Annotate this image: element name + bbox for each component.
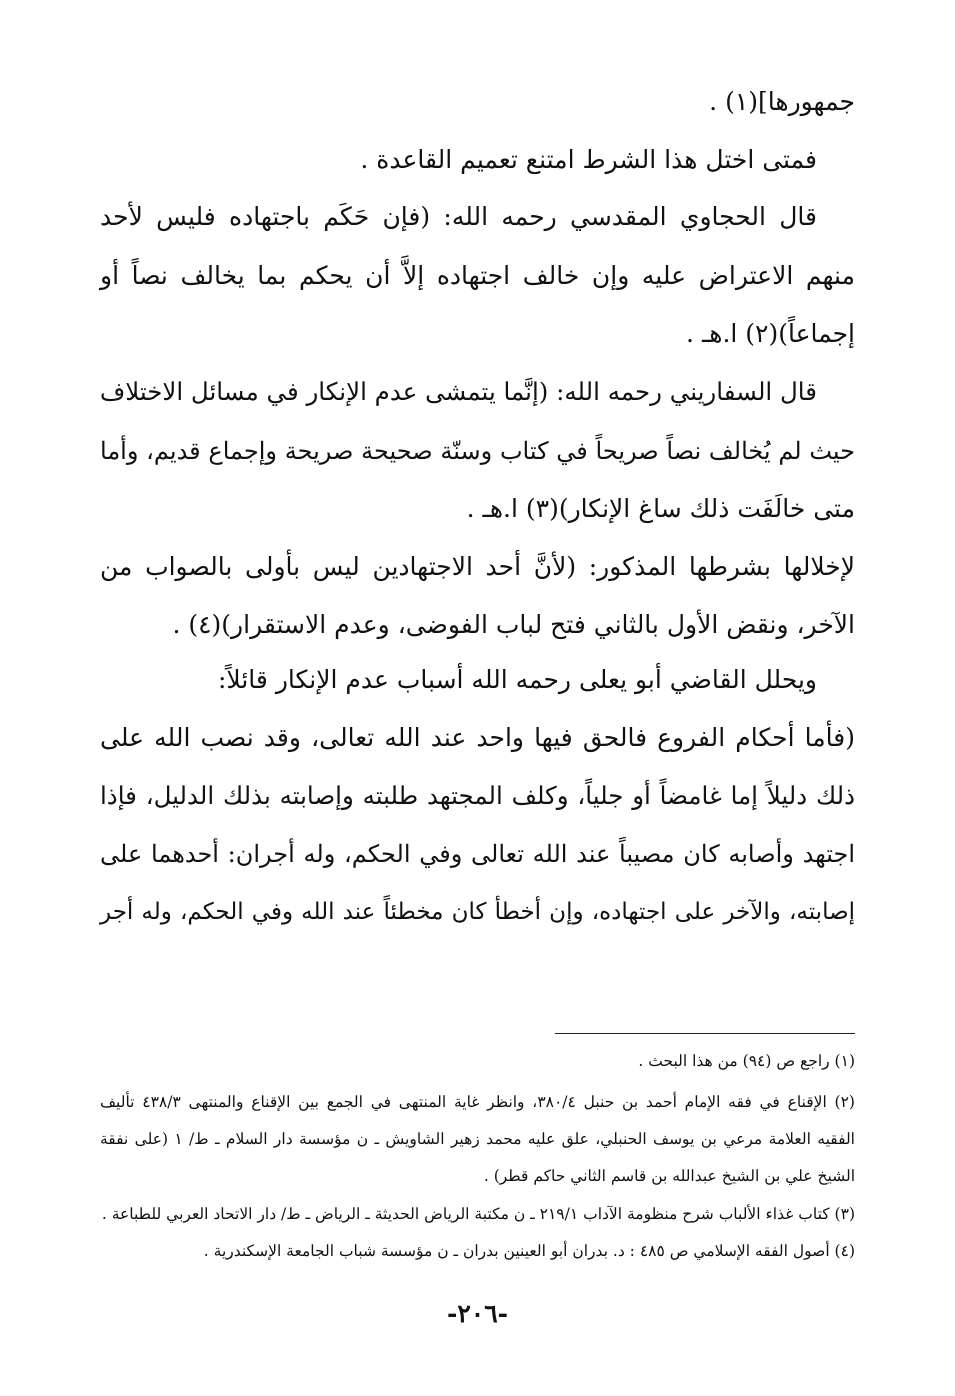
footnote-line: الشيخ علي بن الشيخ عبدالله بن قاسم الثاني حاكم قطر) . <box>483 1167 855 1185</box>
text-line: إجماعاً)(٢) ا.هـ . <box>686 319 855 348</box>
footnote-line: (١) راجع ص (٩٤) من هذا البحث . <box>638 1052 855 1070</box>
text-line: قال السفاريني رحمه الله: (إنَّما يتمشى عدم الإنكار في مسائل الاختلاف <box>99 377 817 406</box>
text-line: متى خالَفَت ذلك ساغ الإنكار)(٣) ا.هـ . <box>466 494 855 523</box>
footnote-separator <box>555 1033 855 1034</box>
footnote-line: (٣) كتاب غذاء الألباب شرح منظومة الآداب ٢١٩/١ ـ ن مكتبة الرياض الحديثة ـ الرياض ـ ط/ دار الاتحاد العربي للطباعة . <box>101 1205 855 1223</box>
footnote-line: الفقيه العلامة مرعي بن يوسف الحنبلي، علق عليه محمد زهير الشاويش ـ ن مؤسسة دار السلام ـ ط/ ١ (على نفقة <box>100 1130 855 1148</box>
text-line: ويحلل القاضي أبو يعلى رحمه الله أسباب عدم الإنكار قائلاً: <box>218 665 817 694</box>
text-line: لإخلالها بشرطها المذكور: (لأنَّ أحد الاجتهادين ليس بأولى بالصواب من <box>100 552 855 581</box>
text-line: ذلك دليلاً إما غامضاً أو جلياً، وكلف المجتهد طلبته وإصابته بذلك الدليل، فإذا <box>100 781 855 810</box>
page-number: -٢٠٦- <box>446 1299 509 1328</box>
text-line: إصابته، والآخر على اجتهاده، وإن أخطأ كان مخطئاً عند الله وفي الحكم، وله أجر <box>100 899 855 925</box>
footnote-line: (٤) أصول الفقه الإسلامي ص ٤٨٥ : د. بدران أبو العينين بدران ـ ن مؤسسة شباب الجامعة الإسكندرية . <box>203 1242 855 1260</box>
text-line: قال الحجاوي المقدسي رحمه الله: (فإن حَكَم باجتهاده فليس لأحد <box>100 202 817 231</box>
text-line: اجتهد وأصابه كان مصيباً عند الله تعالى وفي الحكم، وله أجران: أحدهما على <box>100 840 855 868</box>
text-line: فمتى اختل هذا الشرط امتنع تعميم القاعدة . <box>360 145 817 174</box>
text-line: (فأما أحكام الفروع فالحق فيها واحد عند الله تعالى، وقد نصب الله على <box>100 723 855 752</box>
text-line: الآخر، ونقض الأول بالثاني فتح لباب الفوضى، وعدم الاستقرار)(٤) . <box>172 610 855 639</box>
text-line: منهم الاعتراض عليه وإن خالف اجتهاده إلاَّ أن يحكم بما يخالف نصاً أو <box>100 261 855 290</box>
footnote-line: (٢) الإقناع في فقه الإمام أحمد بن حنبل ٣٨٠/٤، وانظر غاية المنتهى في الجمع بين الإقناع والمنتهى ٤٣٨/٣ تأليف <box>100 1093 855 1111</box>
text-line: جمهورها](١) . <box>709 87 855 116</box>
text-line: حيث لم يُخالف نصاً صريحاً في كتاب وسنّة صحيحة صريحة وإجماع قديم، وأما <box>100 437 855 465</box>
